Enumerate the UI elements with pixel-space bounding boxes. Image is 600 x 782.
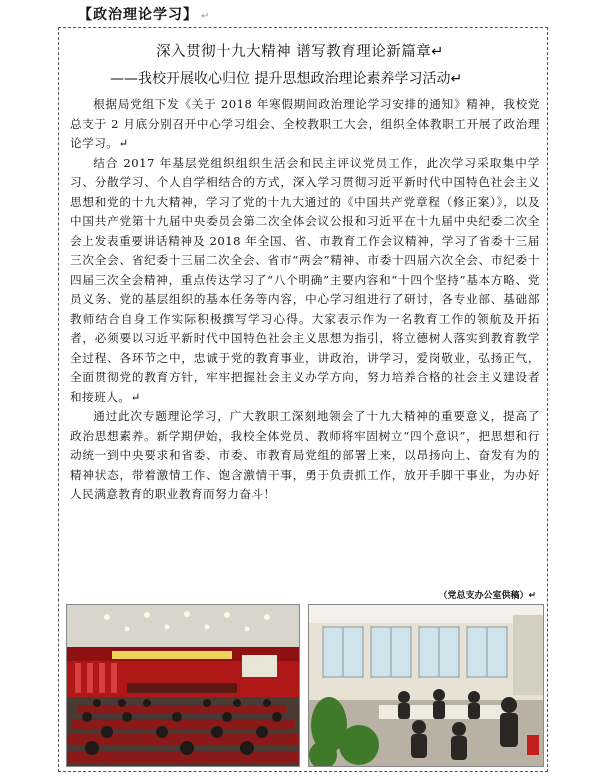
return-mark-icon: ↵ bbox=[201, 11, 211, 22]
article-title: 深入贯彻十九大精神 谱写教育理论新篇章↵ bbox=[156, 44, 444, 60]
article-body bbox=[70, 95, 540, 505]
section-label-text: 【政治理论学习】 bbox=[78, 7, 198, 23]
meeting-room-photo bbox=[308, 604, 544, 767]
conference-hall-photo bbox=[66, 604, 300, 767]
article-signature: （党总支办公室供稿）↵ bbox=[438, 591, 536, 601]
paragraph-1: 根据局党组下发《关于 2018 年寒假期间政治理论学习安排的通知》精神，我校党总支于 2 月底分别召开中心学习组会、全校教职工大会，组织全体教职工开展了政治理论学习。↵ bbox=[70, 97, 540, 150]
paragraph-3: 通过此次专题理论学习，广大教职工深刻地领会了十九大精神的重要意义，提高了政治思想素养。新学期伊始，我校全体党员、教师将牢固树立“四个意识”，把思想和行动统一到中央要求和省委、市委、市教育局党组的部署上来，以昂扬向上、奋发有为的精神状态，带着激情工作、饱含激情干事，勇于负责抓工作，放开手脚干事业，为办好人民满意教育的职业教育而努力奋斗！ bbox=[70, 409, 540, 501]
paragraph-2: 结合 2017 年基层党组织组织生活会和民主评议党员工作，此次学习采取集中学习、分散学习、个人自学相结合的方式，深入学习贯彻习近平新时代中国特色社会主义思想和党的十九大精神，学习了党的十九大通过的《中国共产党章程（修正案）》，以及中国共产党第十九届中央委员会第二次全体会议公报和习近平在十九届中央纪委二次全会上发表重要讲话精神及 2018 年全国、省、市教育工作会议精神，学习了省委十三届三次全会、省纪委十三届二次全会、省市“两会”精神、市委十四届六次全会、市纪委十四届三次全会精神，重点传达学习了“八个明确”主要内容和“十四个坚持”基本方略、党员义务、党的基层组织的基本任务等内容，中心学习组进行了研讨，各专业部、基础部教师结合自身工作实际积极撰写学习心得。大家表示作为一名教育工作的领航及开拓者，必须要以习近平新时代中国特色社会主义思想为指引，将立德树人落实到教育教学全过程、各环节之中，忠诚于党的教育事业，讲政治，讲学习，爱岗敬业，弘扬正气，全面贯彻党的教育方针，牢牢把握社会主义办学方向，努力培养合格的社会主义建设者和接班人。↵ bbox=[70, 155, 540, 404]
meeting-room-illustration bbox=[309, 605, 544, 767]
conference-hall-illustration bbox=[67, 605, 300, 767]
article-subtitle: ——我校开展收心归位 提升思想政治理论素养学习活动↵ bbox=[110, 71, 463, 87]
section-label bbox=[78, 4, 210, 24]
